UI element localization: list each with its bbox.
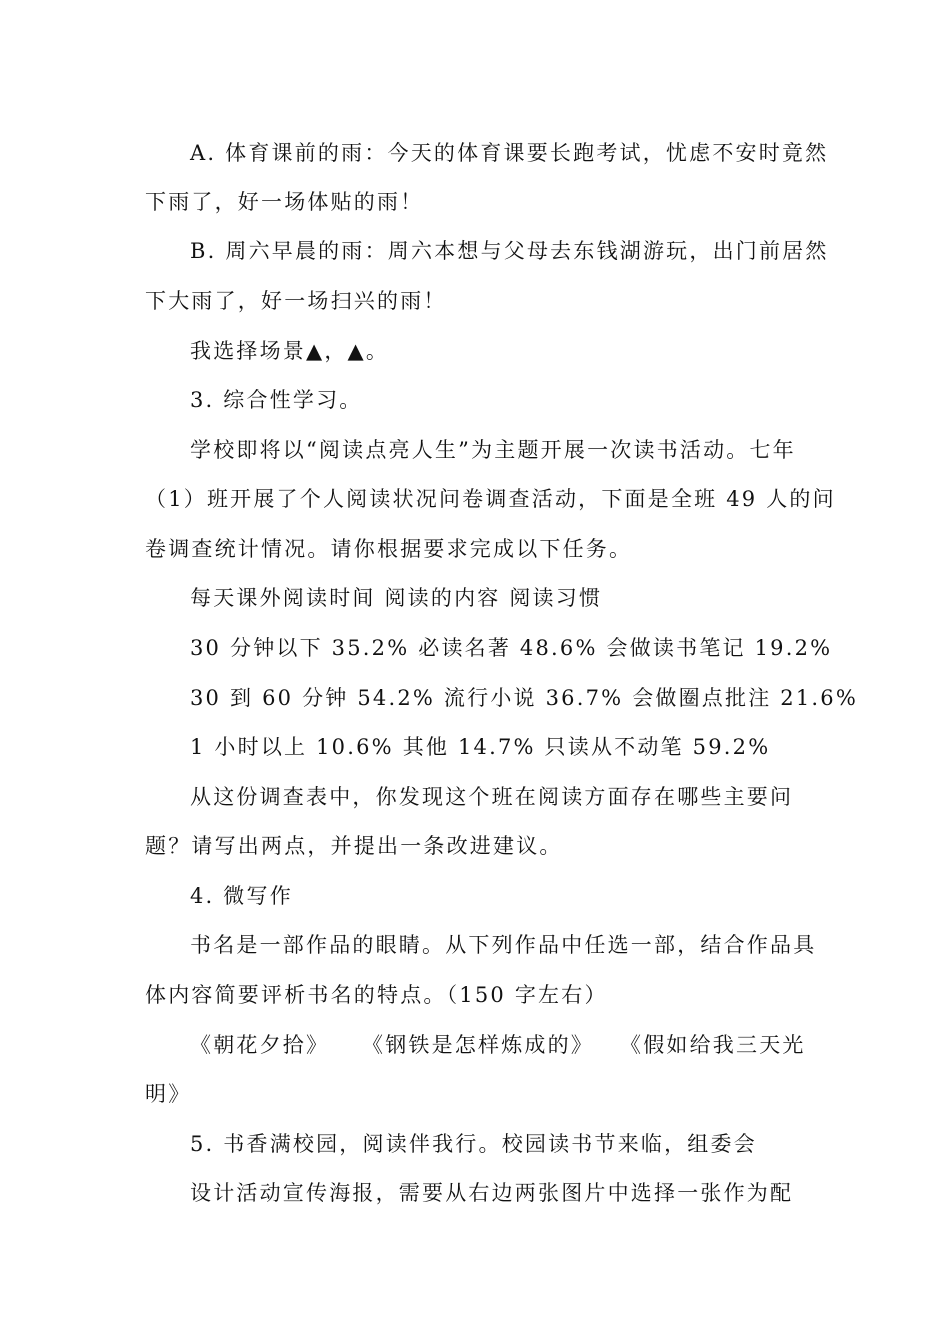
section-3-intro-line-2: （1）班开展了个人阅读状况问卷调查活动，下面是全班 49 人的问 bbox=[145, 487, 836, 511]
option-b-line-2: 下大雨了，好一场扫兴的雨！ bbox=[145, 289, 447, 313]
book-title-1: 《朝花夕拾》 bbox=[190, 1033, 330, 1057]
option-a-line-1: A. 体育课前的雨：今天的体育课要长跑考试，忧虑不安时竟然 bbox=[190, 141, 829, 165]
section-4-prompt-line-1: 书名是一部作品的眼睛。从下列作品中任选一部，结合作品具 bbox=[190, 933, 817, 957]
survey-row-1: 30 分钟以下 35.2% 必读名著 48.6% 会做读书笔记 19.2% bbox=[190, 636, 833, 660]
survey-question-line-2: 题？请写出两点，并提出一条改进建议。 bbox=[145, 834, 563, 858]
book-list bbox=[190, 1030, 805, 1060]
section-3-heading: 3. 综合性学习。 bbox=[190, 388, 363, 412]
book-title-3: 《假如给我三天光 bbox=[620, 1033, 806, 1057]
book-title-3-continued: 明》 bbox=[145, 1082, 192, 1106]
option-b-line-1: B. 周六早晨的雨：周六本想与父母去东钱湖游玩，出门前居然 bbox=[190, 239, 829, 263]
survey-question-line-1: 从这份调查表中，你发现这个班在阅读方面存在哪些主要问 bbox=[190, 785, 794, 809]
section-3-intro-line-3: 卷调查统计情况。请你根据要求完成以下任务。 bbox=[145, 537, 633, 561]
scene-choice-line: 我选择场景▲，▲。 bbox=[190, 339, 390, 363]
section-5-line-1: 5. 书香满校园，阅读伴我行。校园读书节来临，组委会 bbox=[190, 1132, 757, 1156]
book-title-2: 《钢铁是怎样炼成的》 bbox=[362, 1033, 594, 1057]
section-4-prompt-line-2: 体内容简要评析书名的特点。（150 字左右） bbox=[145, 983, 608, 1007]
section-4-heading: 4. 微写作 bbox=[190, 884, 293, 908]
survey-row-3: 1 小时以上 10.6% 其他 14.7% 只读从不动笔 59.2% bbox=[190, 735, 771, 759]
section-5-line-2: 设计活动宣传海报，需要从右边两张图片中选择一张作为配 bbox=[190, 1181, 794, 1205]
option-a-line-2: 下雨了，好一场体贴的雨！ bbox=[145, 190, 424, 214]
survey-row-2: 30 到 60 分钟 54.2% 流行小说 36.7% 会做圈点批注 21.6% bbox=[190, 686, 858, 710]
section-3-intro-line-1: 学校即将以“阅读点亮人生”为主题开展一次读书活动。七年 bbox=[190, 438, 796, 462]
survey-header-row: 每天课外阅读时间 阅读的内容 阅读习惯 bbox=[190, 586, 603, 610]
